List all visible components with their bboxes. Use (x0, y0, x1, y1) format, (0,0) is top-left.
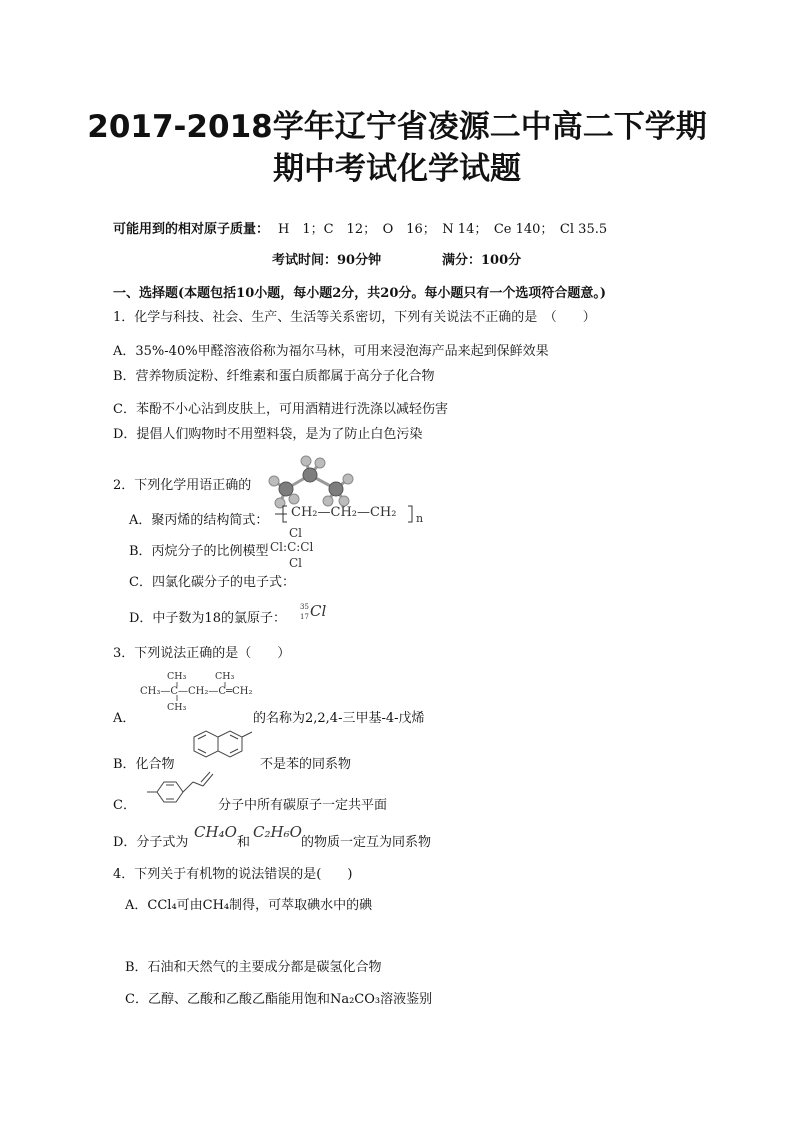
q1-stem: 1．化学与科技、社会、生产、生活等关系密切，下列有关说法不正确的是 （ ） (113, 310, 596, 325)
q2-polymer-formula: CH₂—CH₂—CH₂ (291, 505, 397, 520)
q2-polymer-n: n (416, 512, 424, 525)
q2-isotope-symbol: Cl (310, 602, 327, 620)
q3a-methyl-bottom: CH₃ (167, 702, 187, 713)
q2-ccl4-cl-top: Cl (289, 526, 303, 540)
q1-option-c: C．苯酚不小心沾到皮肤上，可用酒精进行洗涤以减轻伤害 (113, 402, 448, 417)
q3-option-c-text: 分子中所有碳原子一定共平面 (218, 798, 388, 813)
q4-option-c: C．乙醇、乙酸和乙酸乙酯能用饱和Na₂CO₃溶液鉴别 (125, 992, 433, 1007)
q2-bracket-left (275, 504, 289, 524)
q2-option-c: C．四氯化碳分子的电子式： (129, 575, 295, 590)
q4-option-b: B．石油和天然气的主要成分都是碳氢化合物 (125, 960, 382, 975)
exam-time: 考试时间：90分钟 (272, 253, 382, 268)
section-heading: 一、选择题(本题包括10小题，每小题2分，共20分。每小题只有一个选项符合题意。) (113, 286, 607, 301)
exam-title-line1: 2017-2018学年辽宁省凌源二中高二下学期 (87, 109, 707, 145)
q2-ccl4-middle: Cl:C:Cl (270, 540, 314, 554)
q4-stem: 4．下列关于有机物的说法错误的是( ) (113, 867, 353, 882)
q1-option-b: B．营养物质淀粉、纤维素和蛋白质都属于高分子化合物 (113, 369, 435, 384)
q3-option-d-and: 和 (237, 835, 251, 850)
q3-stem: 3．下列说法正确的是（ ） (113, 646, 291, 661)
q2-option-b: B．丙烷分子的比例模型 (129, 544, 269, 559)
q3-option-c-prefix: C． (113, 798, 136, 813)
q3a-methyl-top-1: CH₃ (167, 671, 187, 682)
q3a-main-chain: CH₃—C—CH₂—C═CH₂ (140, 686, 253, 697)
q3-option-a-prefix: A． (113, 711, 136, 726)
q2-option-a: A．聚丙烯的结构简式： (129, 513, 269, 528)
q3-formula-methanol: CH₄O (194, 823, 237, 841)
q3-option-d-prefix: D．分子式为 (113, 835, 189, 850)
exam-title-line2: 期中考试化学试题 (273, 151, 521, 187)
q1-option-d: D．提倡人们购物时不用塑料袋，是为了防止白色污染 (113, 427, 423, 442)
q3-option-d-text: 的物质一定互为同系物 (301, 835, 432, 850)
q2-option-d: D．中子数为18的氯原子： (129, 611, 286, 626)
q1-option-a: A．35%-40%甲醛溶液俗称为福尔马林，可用来浸泡海产品来起到保鲜效果 (113, 344, 549, 359)
q3-option-a-text: 的名称为2,2,4-三甲基-4-戊烯 (253, 711, 425, 726)
methylstyrene-structure (145, 770, 221, 810)
q3-formula-ethanol: C₂H₆O (253, 823, 302, 841)
atomic-mass-label: 可能用到的相对原子质量： (113, 222, 270, 237)
q3a-methyl-top-2: CH₃ (215, 671, 235, 682)
atomic-mass-values: H 1；C 12； O 16； N 14； Ce 140； Cl 35.5 (278, 222, 608, 237)
q2-isotope-mass: 35 (300, 603, 309, 611)
full-score: 满分：100分 (442, 253, 522, 268)
q2-ccl4-cl-bottom: Cl (289, 556, 303, 570)
methylnaphthalene-structure (180, 727, 256, 771)
q3-option-b-text: 不是苯的同系物 (260, 757, 352, 772)
q3-option-b-prefix: B．化合物 (113, 757, 175, 772)
q2-stem: 2．下列化学用语正确的 (113, 478, 252, 493)
q2-isotope-number: 17 (300, 613, 309, 621)
q4-option-a: A．CCl₄可由CH₄制得，可萃取碘水中的碘 (125, 898, 373, 913)
